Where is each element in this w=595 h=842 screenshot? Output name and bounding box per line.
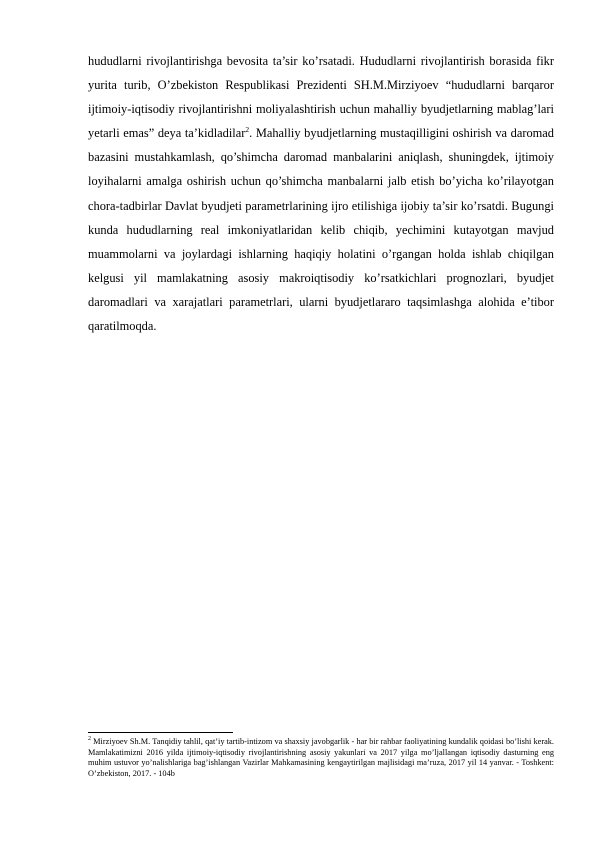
footnote-mark: 2 — [88, 736, 91, 743]
footnote-separator — [88, 732, 233, 733]
footnote-reference: 2 — [245, 125, 250, 135]
paragraph-text-part-1: hududlarni rivojlantirishga bevosita ta’sir ko’rsatadi. Hududlarni rivojlantirish borasida fikr yurita turib, O’zbekiston Respublikasi Prezidenti SH.M.Mirziyoev “hududlarni barqaror ijtimoiy-iqtisodiy rivojlantirishni moliyalashtirish uchun mahalliy byudjetlarning mablag’lari yetarli emas” deya ta’kidladilar — [88, 54, 554, 141]
footnote — [88, 737, 554, 779]
paragraph-text-part-2: . Mahalliy byudjetlarning mustaqilligini oshirish va daromad bazasini mustahkamlash, qo’shimcha daromad manbalarini aniqlash, shuningdek, ijtimoiy loyihalarni amalga oshirish uchun qo’shimcha manbalarni jalb etish bo’yicha ko’rilayotgan chora-tadbirlar Davlat byudjeti parametrlarining ijro etilishiga ijobiy ta’sir ko’rsatdi. Bugungi kunda hududlarning real imkoniyatlaridan kelib chiqib, yechimini kutayotgan mavjud muammolarni va joylardagi ishlarning haqiqiy holatini o’rgangan holda ishlab chiqilgan kelgusi yil mamlakatning asosiy makroiqtisodiy ko’rsatkichlari prognozlari, byudjet daromadlari va xarajatlari parametrlari, ularni byudjetlararo taqsimlashga alohida e’tibor qaratilmoqda. — [88, 126, 554, 334]
main-paragraph — [88, 49, 554, 338]
footnote-text: Mirziyoev Sh.M. Tanqidiy tahlil, qat’iy tartib-intizom va shaxsiy javobgarlik - har bir rahbar faoliyatining kundalik qoidasi bo’lishi kerak. Mamlakatimizni 2016 yilda ijtimoiy-iqtisodiy rivojlantirishning asosiy yakunlari va 2017 yilga mo’ljallangan iqtisodiy dasturning eng muhim ustuvor yo’nalishlariga bag’ishlangan Vazirlar Mahkamasining kengaytirilgan majlisidagi ma’ruza, 2017 yil 14 yanvar. - Toshkent: O’zbekiston, 2017. - 104b — [88, 737, 554, 778]
